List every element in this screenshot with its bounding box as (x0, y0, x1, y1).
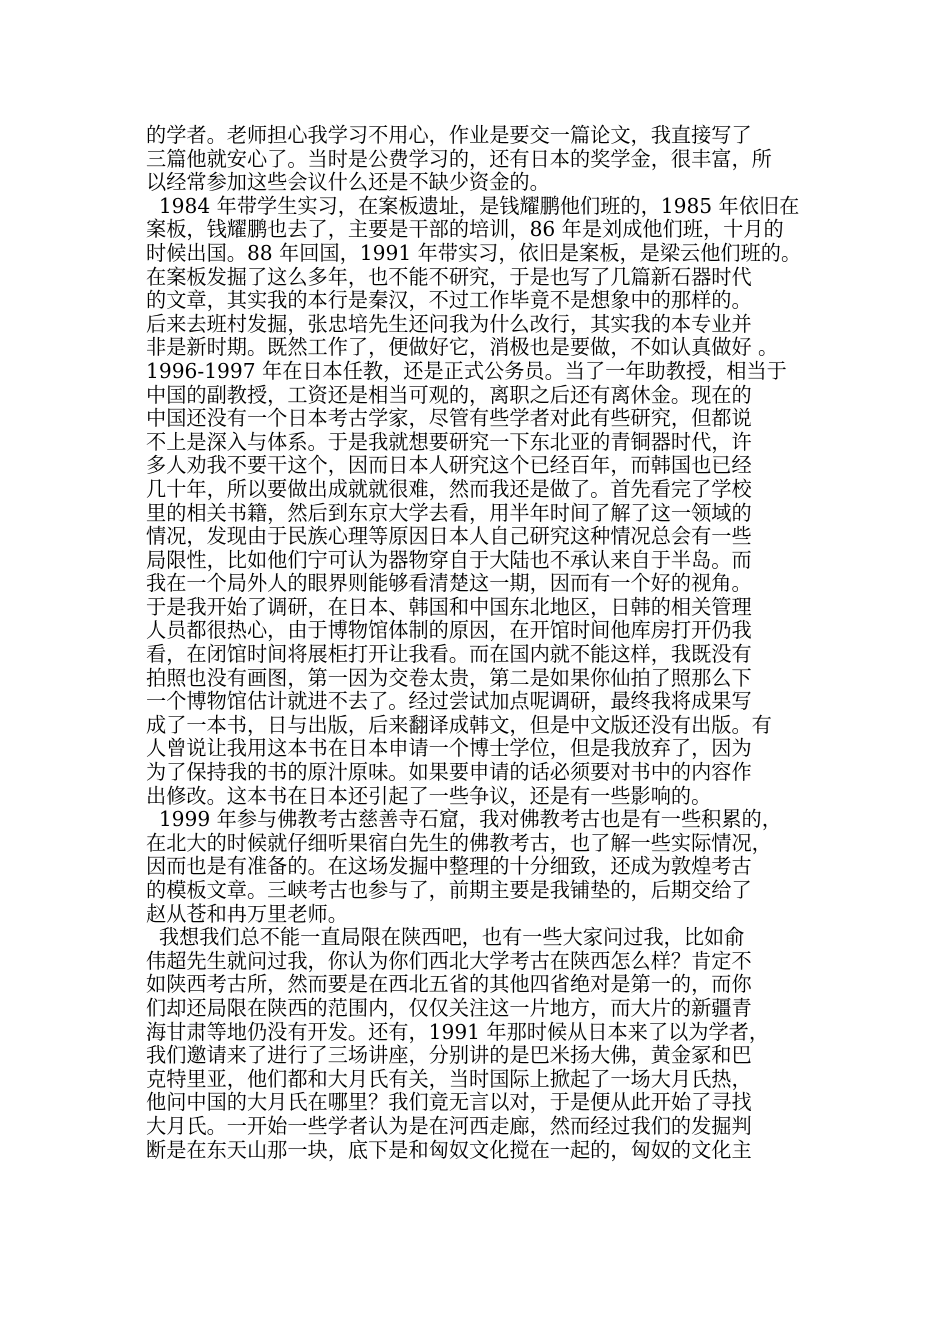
text-line: 非是新时期。既然工作了，便做好它，消极也是要做，不如认真做好 。 (146, 335, 779, 360)
text-line: 看，在闭馆时间将展柜打开让我看。而在国内就不能这样，我既没有 (146, 642, 752, 667)
text-line: 里的相关书籍，然后到东京大学去看，用半年时间了解了这一领域的 (146, 500, 752, 525)
text-line: 断是在东天山那一块，底下是和匈奴文化搅在一起的，匈奴的文化主 (146, 1137, 752, 1162)
text-line: 他问中国的大月氏在哪里？我们竟无言以对，于是便从此开始了寻找 (146, 1090, 752, 1115)
text-line: 情况，发现由于民族心理等原因日本人自己研究这种情况总会有一些 (146, 524, 752, 549)
text-line: 以经常参加这些会议什么还是不缺少资金的。 (146, 170, 550, 195)
body-text (146, 124, 826, 1162)
text-line: 我们邀请来了进行了三场讲座，分别讲的是巴米扬大佛，黄金冢和巴 (146, 1043, 752, 1068)
text-line: 赵从苍和冉万里老师。 (146, 901, 348, 926)
text-line: 在案板发掘了这么多年，也不能不研究，于是也写了几篇新石器时代 (146, 264, 752, 289)
text-line: 如陕西考古所，然而要是在西北五省的其他四省绝对是第一的，而你 (146, 972, 752, 997)
text-line: 多人劝我不要干这个，因而日本人研究这个已经百年，而韩国也已经 (146, 453, 752, 478)
text-line: 中国还没有一个日本考古学家，尽管有些学者对此有些研究，但都说 (146, 406, 752, 431)
text-line: 时候出国。88 年回国，1991 年带实习，依旧是案板，是梁云他们班的。 (146, 240, 802, 265)
text-line: 海甘肃等地仍没有开发。还有，1991 年那时候从日本来了以为学者， (146, 1019, 770, 1044)
text-line: 在北大的时候就仔细听果宿白先生的佛教考古，也了解一些实际情况， (146, 830, 772, 855)
text-line: 一个博物馆估计就进不去了。经过尝试加点呢调研，最终我将成果写 (146, 689, 752, 714)
text-line: 成了一本书，日与出版，后来翻译成韩文，但是中文版还没有出版。有 (146, 712, 772, 737)
text-line: 局限性，比如他们宁可认为器物穿自于大陆也不承认来自于半岛。而 (146, 547, 752, 572)
text-line: 三篇他就安心了。当时是公费学习的，还有日本的奖学金，很丰富，所 (146, 146, 772, 171)
text-line: 伟超先生就问过我，你认为你们西北大学考古在陕西怎么样？肯定不 (146, 948, 752, 973)
text-line: 后来去班村发掘，张忠培先生还问我为什么改行，其实我的本专业并 (146, 311, 752, 336)
text-line: 中国的副教授，工资还是相当可观的，离职之后还有离休金。现在的 (146, 382, 752, 407)
text-line: 不上是深入与体系。于是我就想要研究一下东北亚的青铜器时代，许 (146, 429, 752, 454)
text-line: 我想我们总不能一直局限在陕西吧，也有一些大家问过我，比如俞 (146, 925, 745, 950)
text-line: 几十年，所以要做出成就就很难，然而我还是做了。首先看完了学校 (146, 476, 752, 501)
text-line: 人曾说让我用这本书在日本申请一个博士学位，但是我放弃了，因为 (146, 736, 752, 761)
text-line: 的文章，其实我的本行是秦汉，不过工作毕竟不是想象中的那样的。 (146, 288, 752, 313)
text-line: 的模板文章。三峡考古也参与了，前期主要是我铺垫的，后期交给了 (146, 878, 752, 902)
text-line: 案板，钱耀鹏也去了，主要是干部的培训，86 年是刘成他们班，十月的 (146, 217, 784, 242)
text-line: 1999 年参与佛教考古慈善寺石窟，我对佛教考古也是有一些积累的， (146, 807, 782, 832)
text-line: 们却还局限在陕西的范围内，仅仅关注这一片地方，而大片的新疆青 (146, 995, 752, 1020)
text-line: 于是我开始了调研，在日本、韩国和中国东北地区，日韩的相关管理 (146, 594, 752, 619)
text-line: 人员都很热心，由于博物馆体制的原因，在开馆时间他库房打开仍我 (146, 618, 752, 643)
text-line: 我在一个局外人的眼界则能够看清楚这一期，因而有一个好的视角。 (146, 571, 752, 596)
text-line: 出修改。这本书在日本还引起了一些争议，还是有一些影响的。 (146, 783, 712, 808)
text-line: 因而也是有准备的。在这场发掘中整理的十分细致，还成为敦煌考古 (146, 854, 752, 879)
text-line: 克特里亚，他们都和大月氏有关，当时国际上掀起了一场大月氏热， (146, 1066, 752, 1091)
text-line: 1984 年带学生实习，在案板遗址，是钱耀鹏他们班的，1985 年依旧在 (146, 193, 800, 218)
text-line: 为了保持我的书的原汁原味。如果要申请的话必须要对书中的内容作 (146, 760, 752, 785)
text-line: 1996-1997 年在日本任教，还是正式公务员。当了一年助教授，相当于 (146, 358, 787, 383)
text-line: 大月氏。一开始一些学者认为是在河西走廊，然而经过我们的发掘判 (146, 1113, 752, 1138)
text-line: 的学者。老师担心我学习不用心，作业是要交一篇论文，我直接写了 (146, 123, 752, 147)
text-line: 拍照也没有画图，第一因为交卷太贵，第二是如果你仙拍了照那么下 (146, 665, 752, 690)
